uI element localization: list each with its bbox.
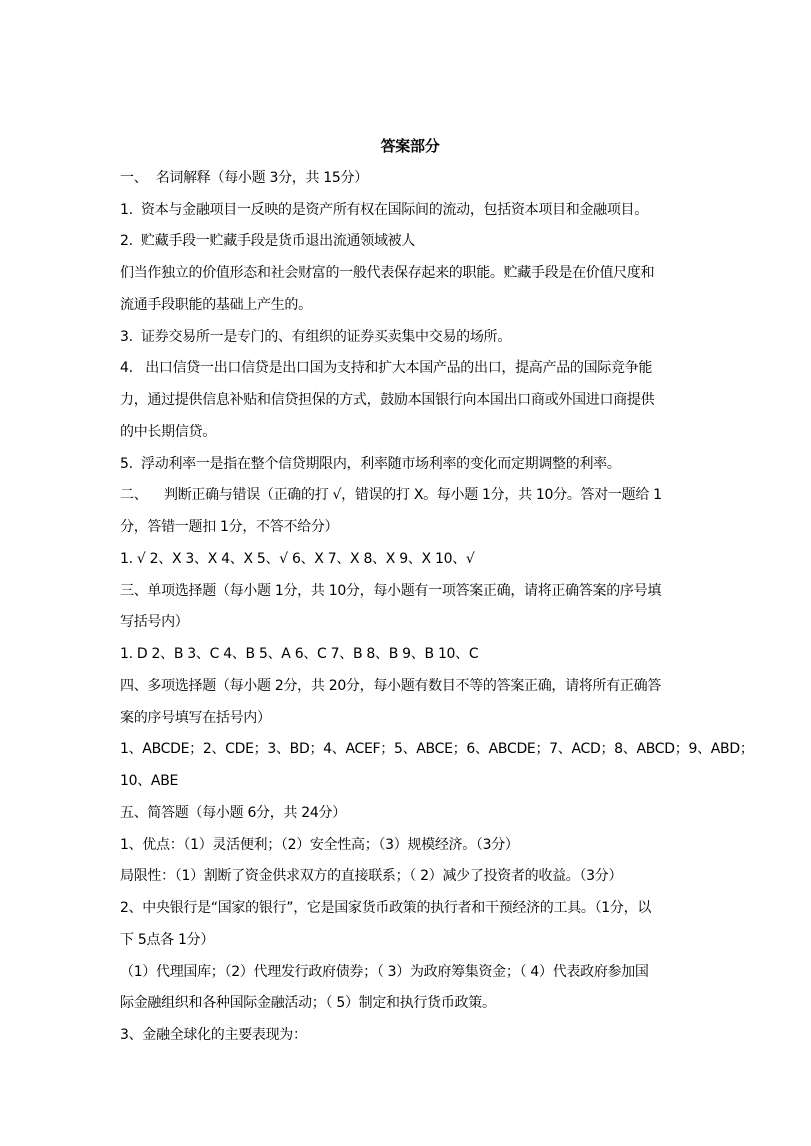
section-heading-4: 四、多项选择题（每小题 2分，共 20分，每小题有数目不等的答案正确，请将所有正确答	[120, 677, 662, 694]
answer-line: （1）代理国库；（2）代理发行政府债券；（ 3）为政府筹集资金；（ 4）代表政府参加国	[120, 963, 649, 980]
answer-line: 1、优点：（1）灵活便利；（2）安全性高；（3）规模经济。（3分）	[120, 836, 519, 853]
answer-line: 的中长期信贷。	[120, 423, 216, 440]
answer-line: 3. 证券交易所一是专门的、有组织的证券买卖集中交易的场所。	[120, 328, 511, 345]
answer-line: 流通手段职能的基础上产生的。	[120, 296, 312, 313]
section-heading-1: 一、 名词解释（每小题 3分，共 15分）	[120, 169, 368, 186]
answer-line: 1、ABCDE；2、CDE；3、BD；4、ACEF；5、ABCE；6、ABCDE；7、ACD；8、ABCD；9、ABD；	[120, 741, 754, 758]
answer-line: 们当作独立的价值形态和社会财富的一般代表保存起来的职能。贮藏手段是在价值尺度和	[120, 265, 655, 281]
page-title: 答案部分	[380, 137, 440, 155]
answer-line: 5. 浮动利率一是指在整个信贷期限内，利率随市场利率的变化而定期调整的利率。	[120, 455, 621, 472]
answer-line: 下 5点各 1分）	[120, 931, 215, 948]
answer-line: 2、中央银行是“国家的银行”，它是国家货币政策的执行者和干预经济的工具。（1分，以	[120, 900, 652, 916]
section-heading-3: 三、单项选择题（每小题 1分，共 10分，每小题有一项答案正确，请将正确答案的序号填	[120, 582, 662, 599]
section-heading-3-cont: 写括号内）	[120, 614, 189, 631]
answer-line: 局限性：（1）割断了资金供求双方的直接联系；（ 2）减少了投资者的收益。（3分）	[120, 868, 623, 885]
document-page	[120, 131, 754, 1052]
section-heading-2: 二、 判断正确与错误（正确的打 √，错误的打 X。每小题 1分，共 10分。答对一题给 1	[120, 487, 662, 504]
answer-line: 4. 出口信贷一出口信贷是出口国为支持和扩大本国产品的出口，提高产品的国际竞争能	[120, 360, 653, 377]
answer-line: 1. 资本与金融项目一反映的是资产所有权在国际间的流动，包括资本项目和金融项目。	[120, 201, 648, 218]
answer-line: 2. 贮藏手段一贮藏手段是货币退出流通领域被人	[120, 233, 416, 250]
section-heading-5: 五、简答题（每小题 6分，共 24分）	[120, 804, 346, 821]
answer-line: 1. √ 2、X 3、X 4、X 5、√ 6、X 7、X 8、X 9、X 10、√	[120, 550, 475, 567]
section-heading-4-cont: 案的序号填写在括号内）	[120, 709, 271, 726]
answer-line: 力，通过提供信息补贴和信贷担保的方式，鼓励本国银行向本国出口商或外国进口商提供	[120, 392, 655, 408]
answer-line: 际金融组织和各种国际金融活动；（ 5）制定和执行货币政策。	[120, 995, 496, 1012]
answer-line: 1. D 2、B 3、C 4、B 5、A 6、C 7、B 8、B 9、B 10、C	[120, 646, 479, 662]
answer-line: 3、金融全球化的主要表现为：	[120, 1027, 307, 1043]
answer-line: 10、ABE	[120, 773, 179, 789]
section-heading-2-cont: 分，答错一题扣 1分，不答不给分）	[120, 519, 339, 535]
